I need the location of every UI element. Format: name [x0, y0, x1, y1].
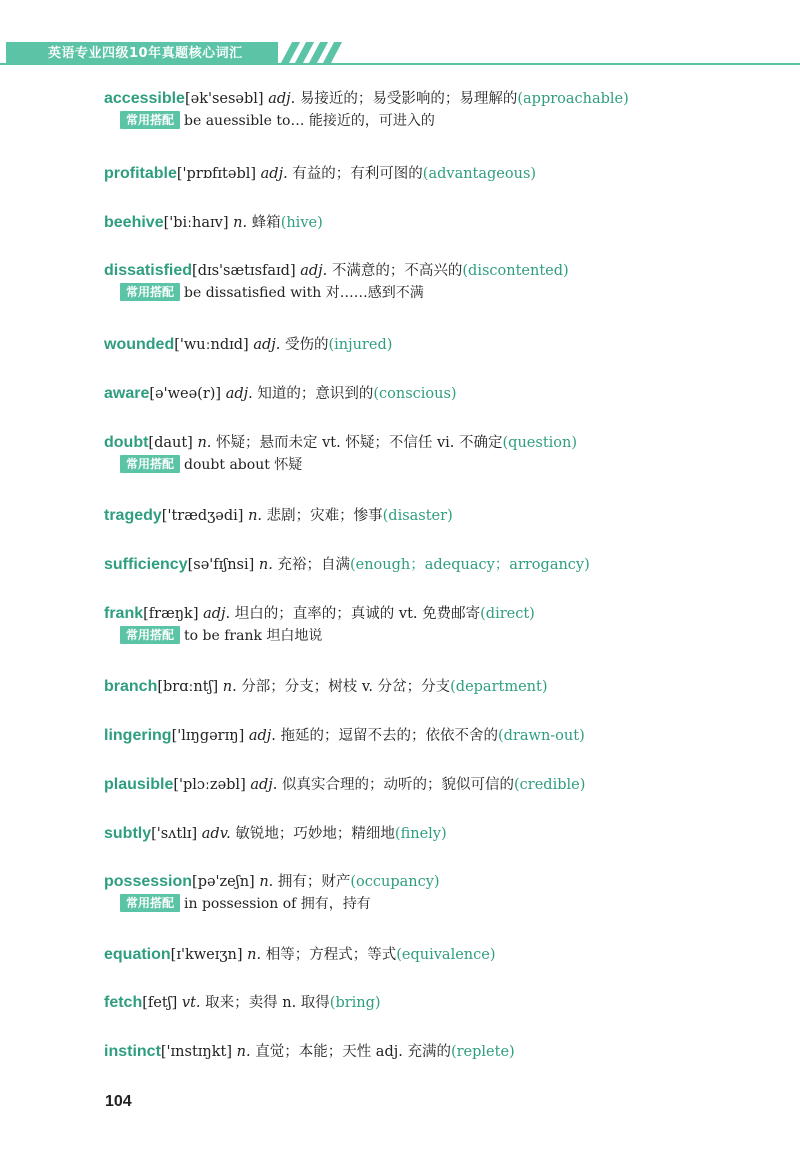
definition: 知道的；意识到的 — [257, 386, 374, 402]
collocation-line — [120, 110, 629, 132]
part-of-speech: n. — [233, 215, 248, 231]
part-of-speech: adj. — [248, 728, 276, 744]
vocab-entry — [104, 774, 585, 796]
phonetic: [ɪ'kweɪʒn] — [170, 947, 243, 963]
collocation-badge: 常用搭配 — [120, 111, 180, 129]
collocation-line — [120, 454, 577, 476]
phonetic: ['wuːndɪd] — [174, 337, 249, 353]
headword: possession — [104, 873, 193, 890]
collocation-badge: 常用搭配 — [120, 283, 180, 301]
synonym: (question) — [502, 435, 578, 451]
phonetic: ['ɪnstɪŋkt] — [160, 1044, 233, 1060]
definition: 取来；卖得 n. 取得 — [205, 995, 330, 1011]
vocab-entry — [104, 432, 577, 476]
vocab-entry — [104, 163, 536, 185]
part-of-speech: n. — [222, 679, 237, 695]
synonym: (drawn-out) — [498, 728, 585, 744]
synonym: (credible) — [514, 777, 586, 793]
phonetic: ['lɪŋgərɪŋ] — [171, 728, 245, 744]
phonetic: ['trædʒədi] — [161, 508, 244, 524]
definition: 不满意的；不高兴的 — [331, 263, 463, 279]
entry-main-line — [104, 774, 585, 796]
definition: 拥有；财产 — [277, 874, 351, 890]
synonym: (equivalence) — [396, 947, 496, 963]
phonetic: [ə'weə(r)] — [149, 386, 222, 402]
vocab-entry — [104, 554, 590, 576]
definition: 直觉；本能；天性 adj. 充满的 — [255, 1044, 451, 1060]
part-of-speech: adj. — [268, 91, 296, 107]
synonym: (department) — [450, 679, 548, 695]
headword: plausible — [104, 776, 174, 793]
synonym: (finely) — [394, 826, 447, 842]
phonetic: ['plɔːzəbl] — [173, 777, 246, 793]
entry-main-line — [104, 334, 392, 356]
part-of-speech: n. — [259, 874, 274, 890]
phonetic: [fetʃ] — [142, 995, 178, 1011]
phonetic: ['sʌtlɪ] — [151, 826, 198, 842]
headword: instinct — [104, 1043, 161, 1060]
synonym: (hive) — [280, 215, 323, 231]
part-of-speech: adj. — [260, 166, 288, 182]
phonetic: [daut] — [148, 435, 193, 451]
part-of-speech: adj. — [300, 263, 328, 279]
page-number: 104 — [105, 1093, 132, 1110]
phonetic: ['biːhaɪv] — [163, 215, 229, 231]
definition: 敏锐地；巧妙地；精细地 — [235, 826, 395, 842]
entry-main-line — [104, 383, 457, 405]
headword: branch — [104, 678, 158, 695]
synonym: (direct) — [480, 606, 535, 622]
entry-main-line — [104, 871, 440, 893]
collocation-text: to be frank 坦白地说 — [184, 628, 323, 644]
headword: aware — [104, 385, 150, 402]
collocation-badge: 常用搭配 — [120, 455, 180, 473]
part-of-speech: n. — [248, 508, 263, 524]
definition: 充裕；自满 — [277, 557, 350, 573]
headword: fetch — [104, 994, 143, 1011]
collocation-badge: 常用搭配 — [120, 626, 180, 644]
synonym: (conscious) — [373, 386, 457, 402]
headword: lingering — [104, 727, 172, 744]
collocation-text: be dissatisfied with 对……感到不满 — [184, 285, 424, 301]
definition: 受伤的 — [284, 337, 329, 353]
collocation-line — [120, 282, 569, 304]
vocab-entry — [104, 676, 547, 698]
vocab-entry — [104, 603, 535, 647]
part-of-speech: adv. — [201, 826, 231, 842]
entry-main-line — [104, 212, 323, 234]
synonym: (disaster) — [382, 508, 453, 524]
entry-main-line — [104, 163, 536, 185]
synonym: (discontented) — [462, 263, 569, 279]
headword: frank — [104, 605, 144, 622]
headword: tragedy — [104, 507, 162, 524]
collocation-text: doubt about 怀疑 — [184, 457, 303, 473]
definition: 有益的；有利可图的 — [292, 166, 423, 182]
synonym: (injured) — [328, 337, 393, 353]
headword: beehive — [104, 214, 164, 231]
vocab-entry — [104, 992, 381, 1014]
entry-main-line — [104, 554, 590, 576]
part-of-speech: n. — [236, 1044, 251, 1060]
phonetic: [fræŋk] — [143, 606, 199, 622]
synonym: (replete) — [450, 1044, 515, 1060]
part-of-speech: n. — [197, 435, 212, 451]
part-of-speech: adj. — [203, 606, 231, 622]
definition: 蜂箱 — [251, 215, 281, 231]
entry-main-line — [104, 823, 447, 845]
collocation-text: in possession of 拥有，持有 — [184, 896, 371, 912]
definition: 怀疑；悬而未定 vt. 怀疑；不信任 vi. 不确定 — [216, 435, 503, 451]
phonetic: [brɑːntʃ] — [157, 679, 219, 695]
part-of-speech: adj. — [225, 386, 253, 402]
headword: dissatisfied — [104, 262, 193, 279]
vocab-entry — [104, 944, 495, 966]
header-title: 英语专业四级10年真题核心词汇 — [6, 42, 278, 65]
entry-main-line — [104, 88, 629, 110]
vocab-entry — [104, 260, 569, 304]
headword: doubt — [104, 434, 149, 451]
entry-main-line — [104, 676, 547, 698]
synonym: (bring) — [329, 995, 381, 1011]
collocation-badge: 常用搭配 — [120, 894, 180, 912]
definition: 拖延的；逗留不去的；依依不舍的 — [280, 728, 499, 744]
part-of-speech: n. — [258, 557, 273, 573]
collocation-line — [120, 893, 440, 915]
headword: wounded — [104, 336, 175, 353]
phonetic: [ək'sesəbl] — [184, 91, 264, 107]
entry-main-line — [104, 603, 535, 625]
part-of-speech: n. — [247, 947, 262, 963]
headword: accessible — [104, 90, 185, 107]
definition: 相等；方程式；等式 — [265, 947, 397, 963]
entry-main-line — [104, 505, 453, 527]
entry-main-line — [104, 432, 577, 454]
synonym: (occupancy) — [350, 874, 440, 890]
synonym: (advantageous) — [422, 166, 537, 182]
vocab-entry — [104, 334, 392, 356]
part-of-speech: adj. — [253, 337, 281, 353]
vocab-entry — [104, 725, 585, 747]
synonym: (enough；adequacy；arrogancy) — [349, 557, 590, 573]
header-stripes — [280, 42, 350, 65]
collocation-line — [120, 625, 535, 647]
phonetic: [pə'zeʃn] — [192, 874, 255, 890]
synonym: (approachable) — [517, 91, 629, 107]
vocab-entry — [104, 212, 323, 234]
definition: 似真实合理的；动听的；貌似可信的 — [282, 777, 514, 793]
vocab-entry — [104, 505, 453, 527]
definition: 悲剧；灾难；惨事 — [266, 508, 383, 524]
definition: 坦白的；直率的；真诚的 vt. 免费邮寄 — [234, 606, 481, 622]
phonetic: [dɪs'sætɪsfaɪd] — [192, 263, 296, 279]
entry-main-line — [104, 1041, 515, 1063]
part-of-speech: vt. — [181, 995, 201, 1011]
entry-main-line — [104, 944, 495, 966]
headword: sufficiency — [104, 556, 188, 573]
definition: 易接近的；易受影响的；易理解的 — [299, 91, 518, 107]
vocab-entry — [104, 88, 629, 132]
entry-main-line — [104, 725, 585, 747]
phonetic: [sə'fɪʃnsi] — [187, 557, 255, 573]
entry-main-line — [104, 992, 381, 1014]
vocab-entry — [104, 1041, 515, 1063]
vocab-entry — [104, 823, 447, 845]
entry-main-line — [104, 260, 569, 282]
phonetic: ['prɒfɪtəbl] — [176, 166, 257, 182]
part-of-speech: adj. — [250, 777, 278, 793]
headword: subtly — [104, 825, 152, 842]
vocab-entry — [104, 383, 457, 405]
headword: profitable — [104, 165, 177, 182]
vocab-entry — [104, 871, 440, 915]
headword: equation — [104, 946, 171, 963]
definition: 分部；分支；树枝 v. 分岔；分支 — [241, 679, 451, 695]
collocation-text: be auessible to… 能接近的，可进入的 — [184, 113, 435, 129]
